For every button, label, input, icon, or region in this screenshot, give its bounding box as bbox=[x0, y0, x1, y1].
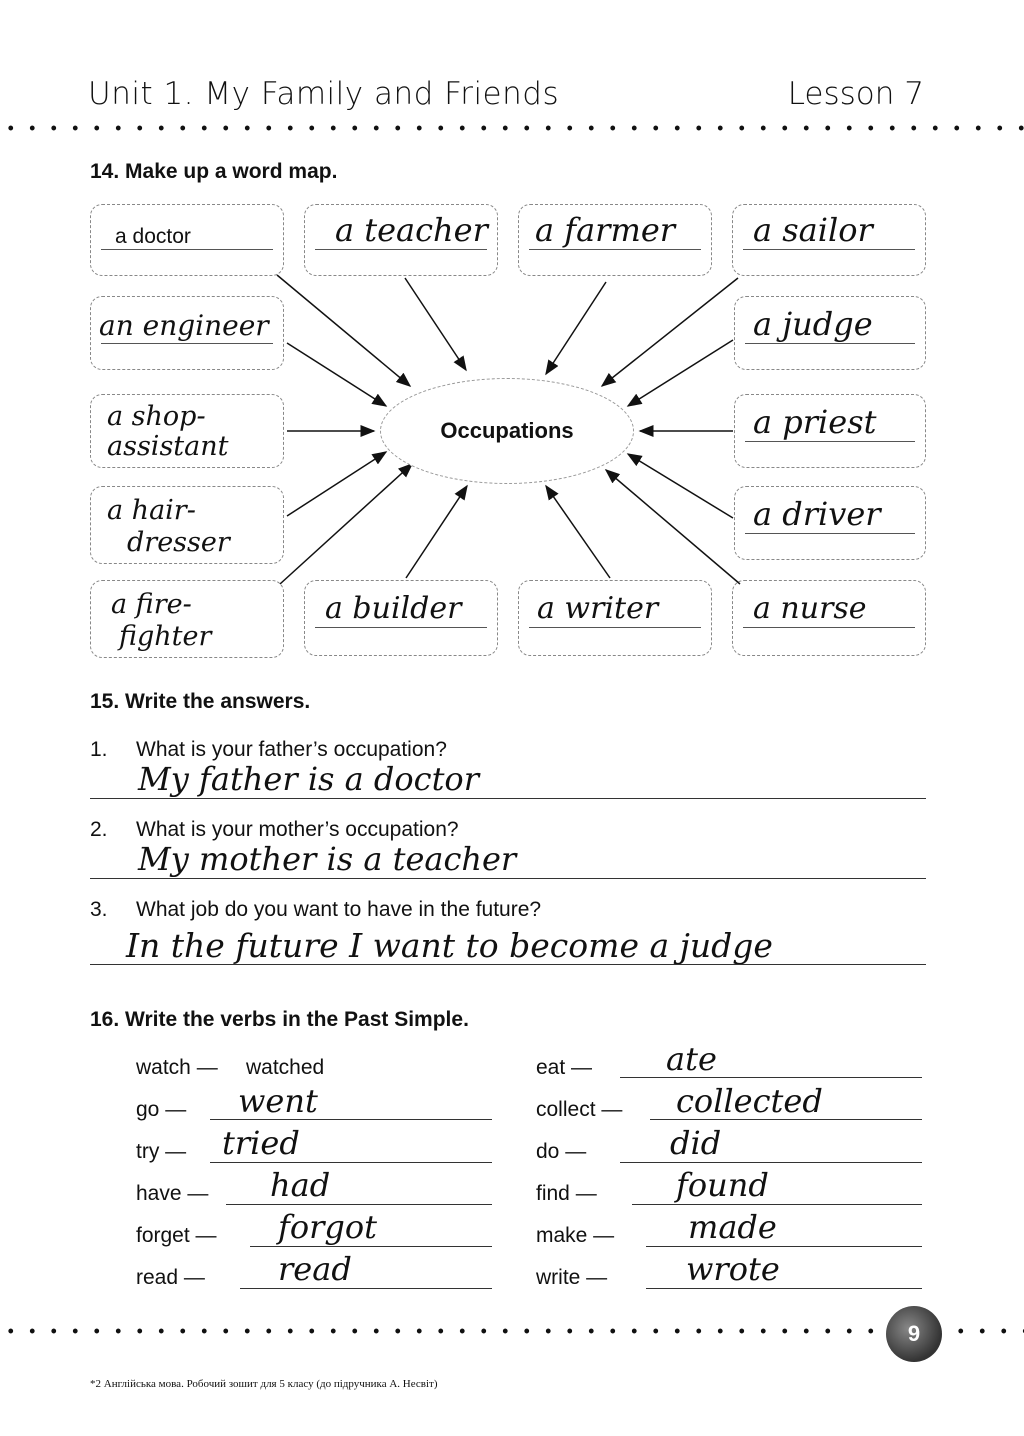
answer-3: In the future I want to become a judge bbox=[126, 926, 773, 965]
box-writer-text: a writer bbox=[537, 591, 659, 626]
arrow-builder bbox=[406, 486, 467, 578]
box-shop-assistant bbox=[90, 394, 284, 468]
box-driver-text: a driver bbox=[753, 495, 881, 533]
verb-have: have — bbox=[136, 1182, 209, 1205]
verb-try: try — bbox=[136, 1140, 187, 1163]
question-3: 3. What job do you want to have in the future? bbox=[90, 898, 542, 921]
box-judge-text: a judge bbox=[753, 305, 873, 343]
verb-eat: eat — bbox=[536, 1056, 593, 1079]
answer-1: My father is a doctor bbox=[138, 760, 479, 798]
verb-make: make — bbox=[536, 1224, 615, 1247]
arrow-firefighter bbox=[280, 464, 412, 584]
box-hair-line1: a hair- bbox=[107, 495, 196, 526]
box-engineer-text: an engineer bbox=[99, 309, 269, 342]
verb-read: read — bbox=[136, 1266, 205, 1289]
line-try bbox=[210, 1162, 492, 1163]
page-number: 9 bbox=[886, 1306, 942, 1362]
arrow-writer bbox=[546, 486, 610, 578]
box-nurse-text: a nurse bbox=[753, 591, 867, 626]
box-judge bbox=[734, 296, 926, 370]
exercise-15-title: 15. Write the answers. bbox=[90, 690, 311, 713]
line-collect bbox=[650, 1119, 922, 1120]
box-builder bbox=[304, 580, 498, 656]
verb-forget: forget — bbox=[136, 1224, 217, 1247]
box-driver bbox=[734, 486, 926, 560]
past-had: had bbox=[270, 1166, 331, 1204]
past-went: went bbox=[238, 1082, 318, 1120]
past-watched: watched bbox=[246, 1056, 325, 1079]
past-wrote: wrote bbox=[686, 1250, 780, 1288]
exercise-14-title: 14. Make up a word map. bbox=[90, 160, 338, 183]
arrow-farmer bbox=[546, 282, 606, 374]
box-teacher bbox=[304, 204, 498, 276]
dotted-divider-bottom-right bbox=[950, 1327, 1024, 1335]
line-find bbox=[632, 1204, 922, 1205]
line-make bbox=[646, 1246, 922, 1247]
box-shop-line1: a shop- bbox=[107, 401, 206, 432]
past-tried: tried bbox=[222, 1124, 300, 1162]
box-engineer bbox=[90, 296, 284, 370]
verb-go: go — bbox=[136, 1098, 187, 1121]
question-2: 2. What is your mother’s occupation? bbox=[90, 818, 459, 841]
box-priest-text: a priest bbox=[753, 403, 877, 441]
line-write bbox=[646, 1288, 922, 1289]
box-shop-line2: assistant bbox=[107, 431, 229, 462]
arrow-teacher bbox=[405, 278, 466, 370]
arrow-judge bbox=[628, 340, 733, 406]
box-hair-line2: dresser bbox=[127, 527, 230, 558]
line-have bbox=[226, 1204, 492, 1205]
line-forget bbox=[250, 1246, 492, 1247]
verb-do: do — bbox=[536, 1140, 587, 1163]
box-firefighter bbox=[90, 580, 284, 658]
box-fire-line2: fighter bbox=[119, 621, 212, 652]
question-1: 1. What is your father’s occupation? bbox=[90, 738, 447, 761]
box-nurse bbox=[732, 580, 926, 656]
box-hairdresser bbox=[90, 486, 284, 564]
answer-2-line bbox=[90, 878, 926, 879]
line-do bbox=[620, 1162, 922, 1163]
word-map-center: Occupations bbox=[380, 378, 634, 484]
unit-title: Unit 1. My Family and Friends bbox=[88, 76, 560, 112]
box-doctor-text: a doctor bbox=[115, 225, 191, 248]
past-did: did bbox=[670, 1124, 722, 1162]
dotted-divider-bottom bbox=[0, 1327, 880, 1335]
arrow-driver bbox=[628, 454, 733, 518]
arrow-nurse bbox=[606, 470, 740, 584]
past-made: made bbox=[688, 1208, 777, 1246]
box-builder-text: a builder bbox=[325, 591, 462, 626]
box-priest bbox=[734, 394, 926, 468]
box-writer bbox=[518, 580, 712, 656]
line-read bbox=[240, 1288, 492, 1289]
box-doctor bbox=[90, 204, 284, 276]
line-eat bbox=[620, 1077, 922, 1078]
box-farmer bbox=[518, 204, 712, 276]
past-found: found bbox=[676, 1166, 769, 1204]
box-farmer-text: a farmer bbox=[535, 211, 676, 249]
past-read: read bbox=[278, 1250, 352, 1288]
lesson-label: Lesson 7 bbox=[787, 76, 924, 112]
footer-note: *2 Англійська мова. Робочий зошит для 5 класу (до підручника А. Несвіт) bbox=[90, 1378, 438, 1390]
answer-3-line bbox=[90, 964, 926, 965]
arrow-engineer bbox=[287, 343, 386, 406]
line-go bbox=[210, 1119, 492, 1120]
past-collected: collected bbox=[676, 1082, 823, 1120]
verb-collect: collect — bbox=[536, 1098, 623, 1121]
box-teacher-text: a teacher bbox=[335, 211, 488, 249]
verb-write: write — bbox=[536, 1266, 608, 1289]
past-forgot: forgot bbox=[278, 1208, 378, 1246]
box-sailor-text: a sailor bbox=[753, 211, 873, 249]
past-ate: ate bbox=[666, 1040, 717, 1078]
answer-1-line bbox=[90, 798, 926, 799]
arrow-sailor bbox=[602, 278, 738, 386]
arrow-doctor bbox=[277, 275, 410, 386]
answer-2: My mother is a teacher bbox=[138, 840, 517, 878]
box-fire-line1: a fire- bbox=[111, 589, 192, 620]
verb-find: find — bbox=[536, 1182, 597, 1205]
box-sailor bbox=[732, 204, 926, 276]
verb-watch: watch — bbox=[136, 1056, 218, 1079]
arrow-hairdresser bbox=[287, 452, 386, 516]
exercise-16-title: 16. Write the verbs in the Past Simple. bbox=[90, 1008, 469, 1031]
